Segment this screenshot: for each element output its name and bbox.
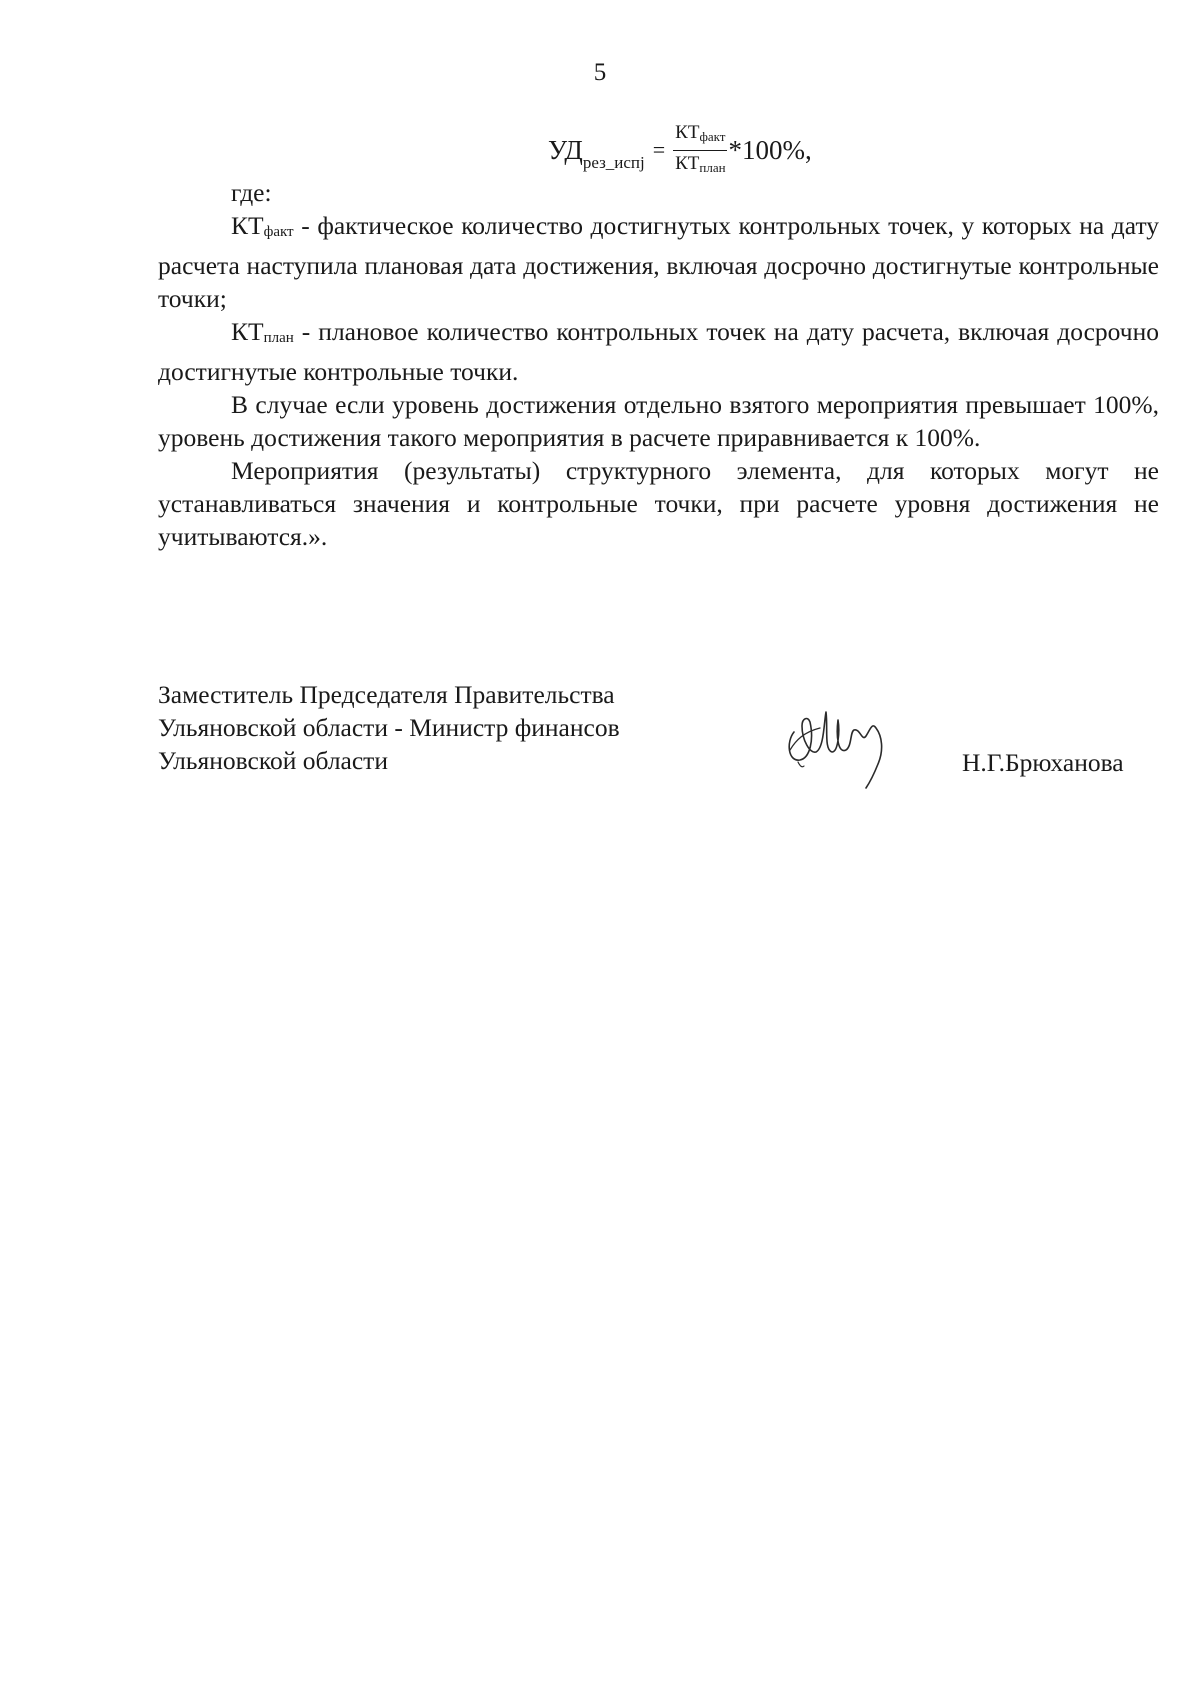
kt-plan-subscript: план (263, 330, 294, 346)
formula-lhs-subscript: рез_испj (582, 152, 645, 172)
position-line-3: Ульяновской области (158, 746, 388, 775)
page-number: 5 (593, 59, 607, 86)
paragraph-not-counted: Мероприятия (результаты) структурного элемента, для которых могут не устанавливаться значения и контрольные точки, при расчете уровня достижения не учитываются.». (158, 456, 1159, 551)
signatory-position (158, 678, 620, 777)
formula-fraction (673, 121, 727, 180)
kt-plan-symbol: КТ (231, 317, 264, 346)
formula-multiplier: *100%, (728, 134, 812, 165)
signer-name: Н.Г.Брюханова (962, 748, 1124, 777)
formula-equals: = (652, 137, 666, 162)
formula-numerator (673, 121, 727, 151)
formula-denominator-subscript: план (699, 159, 726, 175)
document-body (158, 176, 1159, 553)
formula-numerator-subscript: факт (699, 128, 726, 144)
formula-denominator-main: КТ (675, 152, 700, 174)
formula (548, 120, 812, 180)
where-label: где: (231, 178, 272, 207)
kt-fact-subscript: факт (263, 224, 294, 240)
formula-lhs (548, 134, 645, 172)
formula-numerator-main: КТ (675, 121, 700, 143)
paragraph-over-100: В случае если уровень достижения отдельно взятого мероприятия превышает 100%, уровень достижения такого мероприятия в расчете приравнивается к 100%. (158, 390, 1159, 452)
kt-fact-text: - фактическое количество достигнутых контрольных точек, у которых на дату расчета наступила плановая дата достижения, включая досрочно достигнутые контрольные точки; (158, 211, 1159, 313)
definition-kt-plan (158, 315, 1159, 388)
position-line-1: Заместитель Председателя Правительства (158, 680, 615, 709)
definition-kt-fact (158, 209, 1159, 315)
handwritten-signature (780, 692, 900, 792)
kt-fact-symbol: КТ (231, 211, 264, 240)
formula-lhs-main: УД (548, 134, 583, 165)
kt-plan-text: - плановое количество контрольных точек на дату расчета, включая досрочно достигнутые контрольные точки. (158, 317, 1159, 386)
position-line-2: Ульяновской области - Министр финансов (158, 713, 620, 742)
